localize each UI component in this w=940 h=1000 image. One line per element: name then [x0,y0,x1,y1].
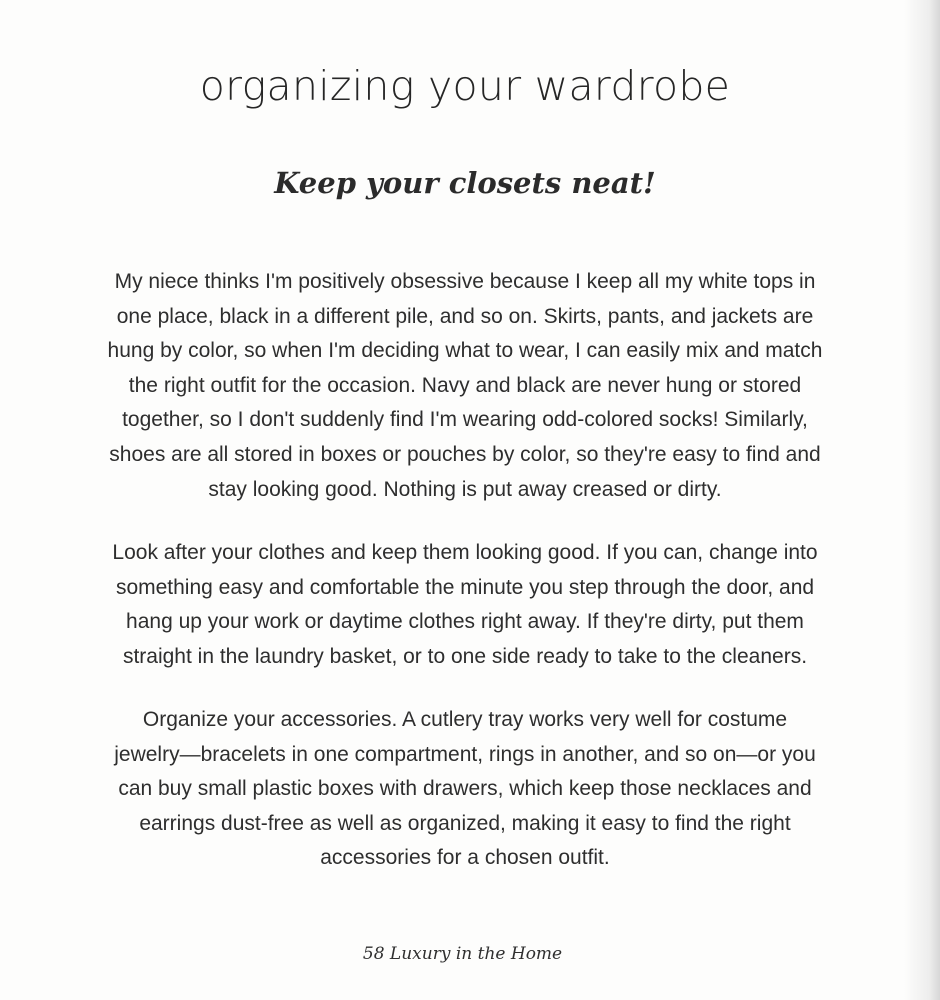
text-line: Look after your clothes and keep them looking good. If you can, change into [112,541,818,564]
text-line: accessories for a chosen outfit. [320,846,610,870]
text-line: can buy small plastic boxes with drawers, which keep those necklaces and [118,777,812,801]
body-paragraph-2 [100,536,830,674]
text-line: one place, black in a different pile, and so on. Skirts, pants, and jackets are [116,304,814,328]
body-paragraph-3 [100,703,830,876]
text-line: My niece thinks I'm positively obsessive because I keep all my white tops in [114,270,816,293]
text-line: the right outfit for the occasion. Navy and black are never hung or stored [128,373,802,397]
text-line: hung by color, so when I'm deciding what to wear, I can easily mix and match [107,339,823,363]
text-line: earrings dust-free as well as organized, making it easy to find the right [139,811,791,835]
text-line: hang up your work or daytime clothes right away. If they're dirty, put them [126,610,804,634]
page-subtitle: Keep your closets neat! [274,166,656,200]
text-line: jewelry—bracelets in one compartment, rings in another, and so on—or you [114,742,816,766]
text-line: something easy and comfortable the minute you step through the door, and [115,575,815,599]
page-title: organizing your wardrobe [199,62,731,110]
text-line: stay looking good. Nothing is put away creased or dirty. [208,477,722,501]
text-line: together, so I don't suddenly find I'm wearing odd-colored socks! Similarly, [122,408,808,432]
page-edge-shadow [904,0,940,1000]
text-line: Organize your accessories. A cutlery tray works very well for costume [142,708,788,731]
page-footer: 58 Luxury in the Home [362,944,563,964]
text-line: straight in the laundry basket, or to one side ready to take to the cleaners. [122,644,808,668]
body-paragraph-1 [100,265,830,507]
text-line: shoes are all stored in boxes or pouches by color, so they're easy to find and [109,442,821,466]
